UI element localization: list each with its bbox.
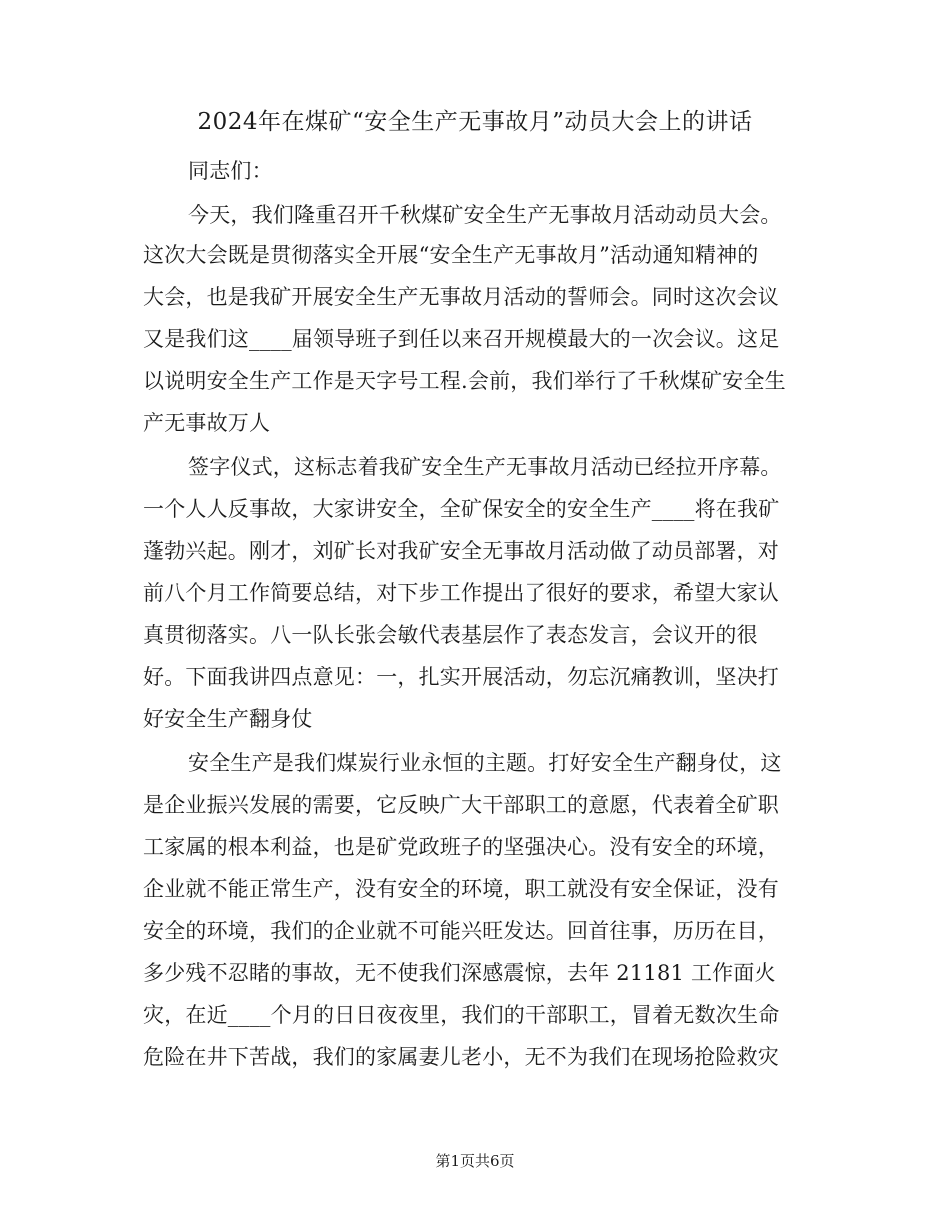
body-line: 危险在井下苦战，我们的家属妻儿老小，无不为我们在现场抢险救灾 xyxy=(143,1045,779,1069)
body-line: 企业就不能正常生产，没有安全的环境，职工就没有安全保证，没有 xyxy=(143,877,779,901)
body-line: 这次大会既是贯彻落实全开展“安全生产无事故月”活动通知精神的 xyxy=(143,243,759,267)
body-line: 又是我们这____届领导班子到任以来召开规模最大的一次会议。这足 xyxy=(143,327,780,351)
body-line: 产无事故万人 xyxy=(143,411,271,435)
body-line: 安全的环境，我们的企业就不可能兴旺发达。回首往事，历历在目， xyxy=(143,919,779,943)
body-line: 签字仪式，这标志着我矿安全生产无事故月活动已经拉开序幕。 xyxy=(188,455,782,479)
body-line: 是企业振兴发展的需要，它反映广大干部职工的意愿，代表着全矿职 xyxy=(143,793,779,817)
body-line: 真贯彻落实。八一队长张会敏代表基层作了表态发言，会议开的很 xyxy=(143,623,758,647)
body-line: 今天，我们隆重召开千秋煤矿安全生产无事故月活动动员大会。 xyxy=(188,203,782,227)
body-line: 蓬勃兴起。刚才，刘矿长对我矿安全无事故月活动做了动员部署，对 xyxy=(143,539,779,563)
page-number: 第1页共6页 xyxy=(435,1152,515,1170)
body-line: 前八个月工作简要总结，对下步工作提出了很好的要求，希望大家认 xyxy=(143,581,779,605)
salutation: 同志们： xyxy=(188,159,273,183)
body-line: 安全生产是我们煤炭行业永恒的主题。打好安全生产翻身仗，这 xyxy=(188,751,782,775)
body-line: 好。下面我讲四点意见：一，扎实开展活动，勿忘沉痛教训，坚决打 xyxy=(143,665,779,689)
body-line: 多少残不忍睹的事故，无不使我们深感震惊，去年 21181 工作面火 xyxy=(143,961,776,985)
body-line: 以说明安全生产工作是天字号工程.会前，我们举行了千秋煤矿安全生 xyxy=(143,369,786,393)
body-line: 灾，在近____个月的日日夜夜里，我们的干部职工，冒着无数次生命 xyxy=(143,1003,780,1027)
document-title: 2024年在煤矿“安全生产无事故月”动员大会上的讲话 xyxy=(197,109,753,135)
body-line: 工家属的根本利益，也是矿党政班子的坚强决心。没有安全的环境， xyxy=(143,835,779,859)
body-line: 一个人人反事故，大家讲安全，全矿保安全的安全生产____将在我矿 xyxy=(143,497,780,521)
body-line: 大会，也是我矿开展安全生产无事故月活动的誓师会。同时这次会议 xyxy=(143,285,779,309)
body-line: 好安全生产翻身仗 xyxy=(143,707,313,731)
